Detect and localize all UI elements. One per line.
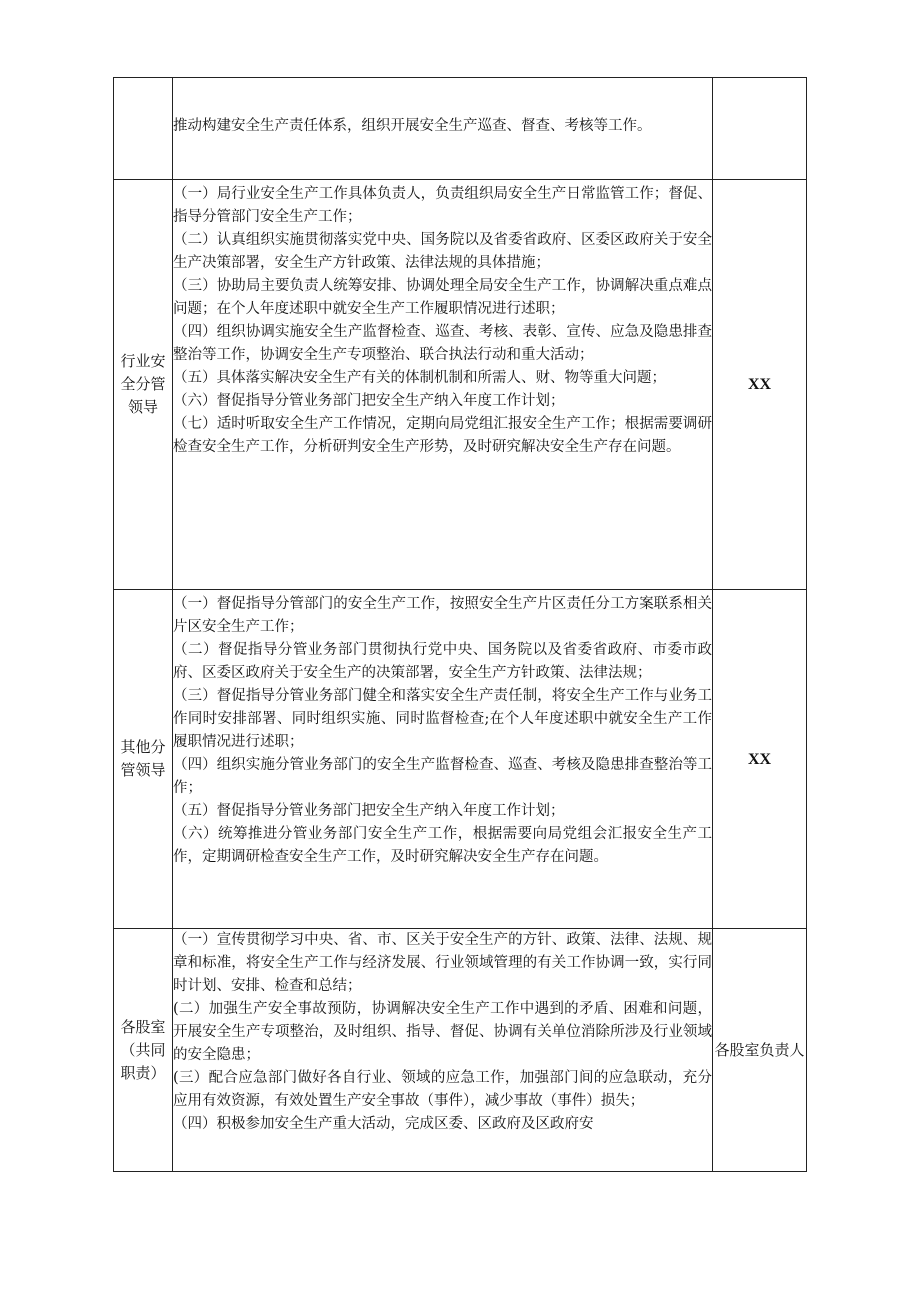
role-cell — [114, 590, 173, 929]
duty-item: （二）认真组织实施贯彻落实党中央、国务院以及省委省政府、区委区政府关于安全生产决策部署，安全生产方针政策、法律法规的具体措施； — [173, 232, 712, 271]
responsible-person-cell: XX — [713, 180, 807, 590]
responsible-person-cell: XX — [713, 590, 807, 929]
duty-item: （六）督促指导分管业务部门把安全生产纳入年度工作计划； — [173, 393, 565, 409]
duty-item: （三）督促指导分管业务部门健全和落实安全生产责任制，将安全生产工作与业务工作同时安排部署、同时组织实施、同时监督检查;在个人年度述职中就安全生产工作履职情况进行述职； — [173, 688, 712, 750]
table-row — [114, 929, 807, 1172]
duty-content-cell — [173, 78, 713, 180]
duty-item: （三）协助局主要负责人统筹安排、协调处理全局安全生产工作，协调解决重点难点问题；在个人年度述职中就安全生产工作履职情况进行述职； — [173, 278, 712, 317]
duty-item: （四）积极参加安全生产重大活动，完成区委、区政府及区政府安 — [173, 1116, 594, 1132]
duty-item: (二）加强生产安全事故预防，协调解决安全生产工作中遇到的矛盾、困难和问题，开展安全生产专项整治，及时组织、指导、督促、协调有关单位消除所涉及行业领域的安全隐患； — [173, 1001, 712, 1063]
duty-item: （一）督促指导分管部门的安全生产工作，按照安全生产片区责任分工方案联系相关片区安全生产工作； — [173, 596, 712, 635]
duty-item: （五）督促指导分管业务部门把安全生产纳入年度工作计划； — [173, 803, 565, 819]
role-label: （共同 — [120, 1040, 166, 1059]
duty-item: （四）组织实施分管业务部门的安全生产监督检查、巡查、考核及隐患排查整治等工作； — [173, 757, 712, 796]
responsible-person-cell: 各股室负责人 — [713, 929, 807, 1172]
duty-item: (三）配合应急部门做好各自行业、领域的应急工作，加强部门间的应急联动，充分应用有效资源，有效处置生产安全事故（事件），减少事故（事件）损失； — [173, 1070, 712, 1109]
duty-item: 推动构建安全生产责任体系，组织开展安全生产巡查、督查、考核等工作。 — [173, 118, 652, 134]
duty-item: （四）组织协调实施安全生产监督检查、巡查、考核、表彰、宣传、应急及隐患排查整治等工作，协调安全生产专项整治、联合执法行动和重大活动； — [173, 324, 712, 363]
duty-table — [113, 77, 807, 1172]
duty-content-cell — [173, 180, 713, 590]
duty-item: （二）督促指导分管业务部门贯彻执行党中央、国务院以及省委省政府、市委市政府、区委区政府关于安全生产的决策部署，安全生产方针政策、法律法规； — [173, 642, 712, 681]
responsible-person-cell — [713, 78, 807, 180]
table-row — [114, 180, 807, 590]
role-cell — [114, 78, 173, 180]
duty-item: （七）适时听取安全生产工作情况，定期向局党组汇报安全生产工作；根据需要调研检查安全生产工作，分析研判安全生产形势，及时研究解决安全生产存在问题。 — [173, 416, 712, 455]
role-label: 领导 — [127, 398, 158, 416]
role-label: 各股室 — [120, 1017, 166, 1036]
role-label: 职责） — [120, 1063, 166, 1082]
duty-content-cell — [173, 590, 713, 929]
table-row — [114, 590, 807, 929]
role-label: 行业安 — [120, 352, 166, 370]
role-label: 管领导 — [120, 761, 166, 779]
role-label: 其他分 — [120, 738, 166, 756]
duty-item: （一）宣传贯彻学习中央、省、市、区关于安全生产的方针、政策、法律、法规、规章和标准，将安全生产工作与经济发展、行业领域管理的有关工作协调一致，实行同时计划、安排、检查和总结； — [173, 932, 712, 994]
role-cell — [114, 929, 173, 1172]
duty-content-cell — [173, 929, 713, 1172]
duty-item: （一）局行业安全生产工作具体负责人，负责组织局安全生产日常监管工作；督促、指导分管部门安全生产工作； — [173, 186, 712, 225]
table-row — [114, 78, 807, 180]
role-label: 全分管 — [120, 375, 166, 393]
duty-item: （五）具体落实解决安全生产有关的体制机制和所需人、财、物等重大问题； — [173, 370, 666, 386]
duty-item: （六）统筹推进分管业务部门安全生产工作，根据需要向局党组会汇报安全生产工作，定期调研检查安全生产工作，及时研究解决安全生产存在问题。 — [173, 826, 712, 865]
role-cell — [114, 180, 173, 590]
